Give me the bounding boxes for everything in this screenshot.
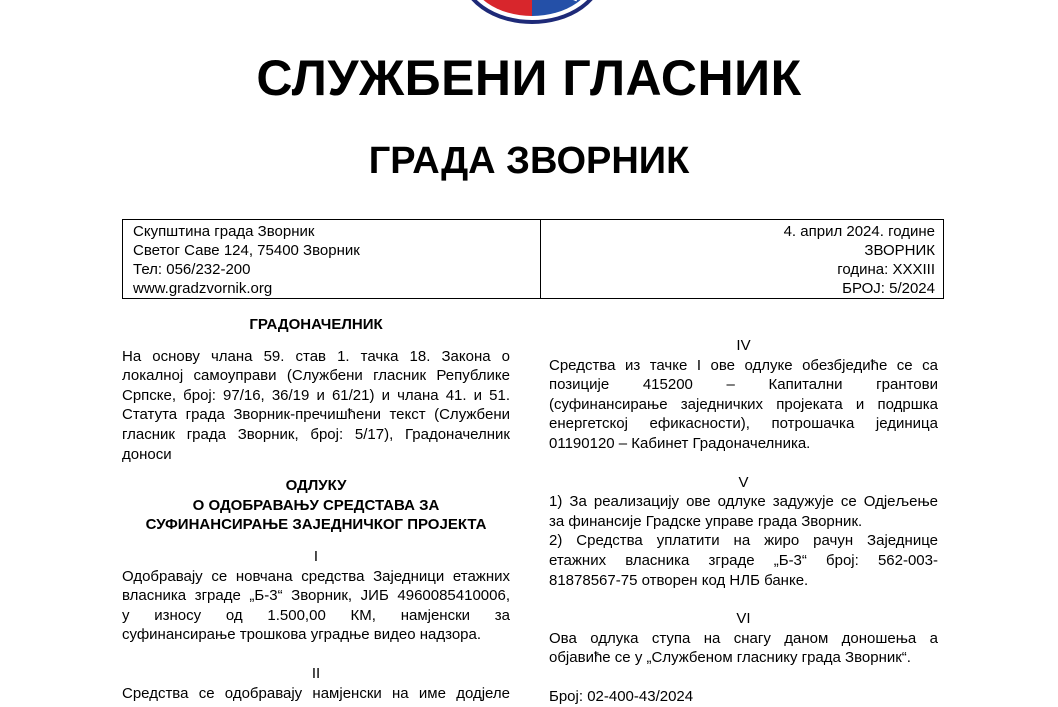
section-4-heading: IV — [736, 337, 751, 354]
left-column — [122, 315, 510, 703]
section-line: (суфинансирање заједничких пројеката и подршка — [549, 395, 938, 413]
right-column — [549, 336, 938, 707]
publisher-address: Светог Саве 124, 75400 Зворник — [133, 242, 360, 259]
section-line: 81878567-75 отворен код НЛБ банке. — [549, 571, 809, 589]
preamble-line: локалној самоуправи (Службени гласник Републике — [122, 367, 510, 385]
section-line: суфинансирање трошкова уградње видео надзора. — [122, 626, 482, 644]
section-2-heading: II — [311, 664, 321, 682]
section-line: 1) За реализацију ове одлуке задужује се Одјељење — [549, 493, 938, 511]
section-6-text — [549, 629, 938, 668]
section-line: Средства из тачке I ове одлуке обезбједиће се са — [549, 356, 938, 374]
section-line: позиције 415200 – Капитални грантови — [549, 376, 938, 394]
section-2-text: Средства се одобравају намјенски на име додјеле — [122, 684, 510, 702]
decision-title-line: СУФИНАНСИРАЊЕ ЗАЈЕДНИЧКОГ ПРОЈЕКТА — [145, 516, 487, 534]
issue-year: година: XXXIII — [837, 261, 935, 278]
decision-title-line: О ОДОБРАВАЊУ СРЕДСТАВА ЗА — [192, 496, 440, 514]
preamble-line: гласник града Зворник, број: 5/17), Градоначелник — [122, 425, 510, 443]
gazette-title: СЛУЖБЕНИ ГЛАСНИК — [256, 50, 802, 106]
section-line: за финансије Градске управе града Зворник. — [549, 512, 863, 530]
section-line: власника зграде „Б-3“ Зворник, ЈИБ 4960085410006, — [122, 587, 510, 605]
section-6-heading: VI — [736, 610, 751, 628]
issuer-heading: ГРАДОНАЧЕЛНИК — [249, 316, 383, 333]
publisher-contact — [123, 220, 541, 298]
emblem-graphic — [459, 0, 605, 28]
gazette-subtitle: ГРАДА ЗВОРНИК — [368, 140, 690, 182]
section-line: 2) Средства уплатити на жиро рачун Заједнице — [549, 532, 938, 550]
issue-details — [541, 220, 943, 298]
publisher-name: Скупштина града Зворник — [133, 223, 315, 240]
preamble-line: доноси — [122, 445, 172, 463]
preamble-line: Статута града Зворник-пречишћени текст (Службени — [122, 406, 510, 424]
section-5-text — [549, 492, 938, 590]
issue-number: БРОЈ: 5/2024 — [842, 280, 935, 297]
section-line: енергетској ефикасности), потрошачка јединица — [549, 415, 938, 433]
preamble — [122, 347, 510, 465]
decision-title-line: ОДЛУКУ — [285, 477, 347, 495]
coat-of-arms-emblem — [459, 0, 605, 28]
preamble-line: Српске, број: 97/16, 36/19 и 61/21) и члана 41. и 51. — [122, 386, 510, 404]
section-1-text — [122, 567, 510, 645]
section-line: етажних власника зграде „Б-3“ број: 562-003- — [549, 551, 938, 569]
document-number: Број: 02-400-43/2024 — [549, 687, 694, 705]
section-line: 01190120 – Кабинет Градоначелника. — [549, 434, 811, 452]
issue-place: ЗВОРНИК — [864, 242, 935, 259]
section-4-text — [549, 356, 938, 454]
section-line: Одобравају се новчана средства Заједници етажних — [122, 567, 510, 585]
publication-info-box — [122, 219, 944, 299]
issue-date: 4. април 2024. године — [783, 223, 935, 240]
publisher-website: www.gradzvornik.org — [133, 280, 273, 297]
section-1-heading: I — [313, 547, 319, 565]
preamble-line: На основу члана 59. став 1. тачка 18. Закона о — [122, 347, 510, 365]
section-line: Ова одлука ступа на снагу даном доношења а — [549, 629, 938, 647]
decision-title — [122, 476, 510, 535]
section-line: објавиће се у „Службеном гласнику града Зворник“. — [549, 649, 911, 667]
section-5-heading: V — [738, 473, 749, 491]
section-line: у износу од 1.500,00 КМ, намјенски за — [122, 606, 510, 624]
publisher-phone: Тел: 056/232-200 — [133, 261, 251, 278]
